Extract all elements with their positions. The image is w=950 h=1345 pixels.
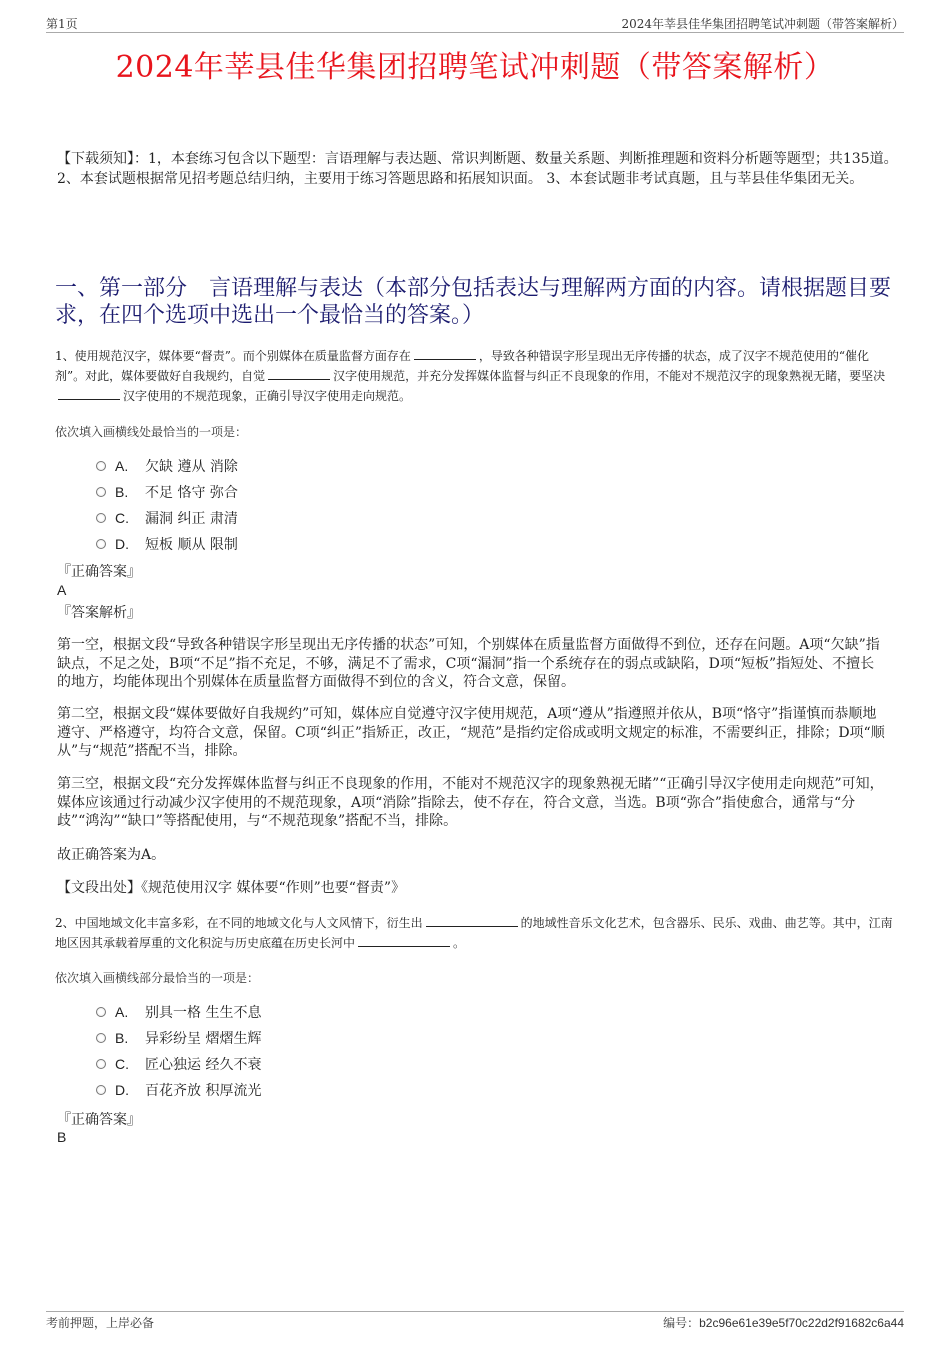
radio-icon[interactable] bbox=[96, 539, 106, 549]
analysis-label: 『答案解析』 bbox=[57, 605, 141, 621]
option-b[interactable] bbox=[96, 482, 238, 502]
page-number: 第1页 bbox=[46, 17, 78, 31]
analysis-conclusion: 故正确答案为A。 bbox=[57, 847, 166, 863]
option-letter: D. bbox=[115, 1082, 129, 1098]
option-letter: A. bbox=[115, 458, 129, 474]
option-letter: A. bbox=[115, 1004, 129, 1020]
source-citation: 【文段出处】《规范使用汉字 媒体要“作则”也要“督责”》 bbox=[57, 880, 406, 896]
analysis-paragraph: 第一空，根据文段“导致各种错误字形呈现出无序传播的状态”可知，个别媒体在质量监督方面做得不到位，还存在问题。A项“欠缺”指缺点，不足之处，B项“不足”指不充足，不够，满足不了需求，C项“漏洞”指一个系统存在的弱点或缺陷，D项“短板”指短处、不擅长的地方，均能体现出个别媒体在质量监督方面做得不到位的含义，符合文意，保留。 bbox=[57, 637, 880, 690]
option-letter: C. bbox=[115, 510, 129, 526]
option-d[interactable] bbox=[96, 1080, 261, 1100]
correct-answer: B bbox=[57, 1129, 67, 1145]
blank bbox=[58, 387, 120, 400]
download-notice: 【下载须知】：1，本套练习包含以下题型：言语理解与表达题、常识判断题、数量关系题、判断推理题和资料分析题等题型；共135道。2、本套试题根据常见招考题总结归纳，主要用于练习答题思路和拓展知识面。 3、本套试题非考试真题，且与莘县佳华集团无关。 bbox=[57, 151, 898, 187]
option-text: 别具一格 生生不息 bbox=[145, 1005, 262, 1021]
option-b[interactable] bbox=[96, 1028, 261, 1048]
correct-answer-label: 『正确答案』 bbox=[57, 1112, 141, 1128]
q-text: 汉字使用的不规范现象，正确引导汉字使用走向规范。 bbox=[123, 389, 412, 403]
question-1-prompt: 依次填入画横线处最恰当的一项是： bbox=[55, 425, 248, 439]
page-title: 2024年莘县佳华集团招聘笔试冲刺题（带答案解析） bbox=[115, 50, 835, 85]
q-text: 2、中国地域文化丰富多彩，在不同的地域文化与人文风情下，衍生出 bbox=[55, 916, 423, 930]
option-letter: B. bbox=[115, 484, 129, 500]
header-divider bbox=[46, 32, 904, 33]
radio-icon[interactable] bbox=[96, 1085, 106, 1095]
q-text: 汉字使用规范，并充分发挥媒体监督与纠正不良现象的作用，不能对不规范汉字的现象熟视无睹，要坚决 bbox=[333, 369, 886, 383]
radio-icon[interactable] bbox=[96, 461, 106, 471]
option-text: 漏洞 纠正 肃清 bbox=[145, 511, 238, 527]
option-a[interactable] bbox=[96, 456, 238, 476]
question-1-text bbox=[55, 346, 895, 406]
radio-icon[interactable] bbox=[96, 1007, 106, 1017]
option-c[interactable] bbox=[96, 1054, 261, 1074]
option-d[interactable] bbox=[96, 534, 238, 554]
footer-code bbox=[663, 1314, 904, 1331]
blank bbox=[414, 347, 476, 360]
radio-icon[interactable] bbox=[96, 1033, 106, 1043]
option-text: 不足 恪守 弥合 bbox=[145, 485, 238, 501]
option-c[interactable] bbox=[96, 508, 238, 528]
radio-icon[interactable] bbox=[96, 513, 106, 523]
option-text: 短板 顺从 限制 bbox=[145, 537, 238, 553]
q-text: 。 bbox=[453, 936, 466, 950]
footer-slogan: 考前押题，上岸必备 bbox=[46, 1316, 155, 1330]
analysis-paragraph: 第三空，根据文段“充分发挥媒体监督与纠正不良现象的作用，不能对不规范汉字的现象熟视无睹”“正确引导汉字使用走向规范”可知，媒体应该通过行动减少汉字使用的不规范现象，A项“消除”指除去，使不存在，符合文意，当选。B项“弥合”指使愈合，通常与“分歧”“鸿沟”“缺口”等搭配使用，与“不规范现象”搭配不当，排除。 bbox=[57, 776, 884, 829]
option-a[interactable] bbox=[96, 1002, 261, 1022]
q-text: 1、使用规范汉字，媒体要“督责”。而个别媒体在质量监督方面存在 bbox=[55, 349, 411, 363]
option-letter: C. bbox=[115, 1056, 129, 1072]
code-value: b2c96e61e39e5f70c22d2f91682c6a44 bbox=[699, 1316, 904, 1330]
q-text: ，导致各种错误字形呈现出无序传播的状态，成了汉字不规范使用的“催化剂”。对此，媒体要做好自我规约，自觉 bbox=[55, 349, 870, 383]
radio-icon[interactable] bbox=[96, 487, 106, 497]
blank bbox=[358, 934, 450, 947]
option-letter: B. bbox=[115, 1030, 129, 1046]
correct-answer: A bbox=[57, 582, 67, 598]
option-text: 欠缺 遵从 消除 bbox=[145, 459, 238, 475]
question-2-prompt: 依次填入画横线部分最恰当的一项是： bbox=[55, 971, 260, 985]
code-label: 编号： bbox=[663, 1316, 700, 1330]
correct-answer-label: 『正确答案』 bbox=[57, 564, 141, 580]
footer-divider bbox=[46, 1311, 904, 1312]
option-text: 百花齐放 积厚流光 bbox=[145, 1083, 262, 1099]
blank bbox=[426, 914, 518, 927]
blank bbox=[268, 367, 330, 380]
q-text: 的地域性音乐文化艺术，包含器乐、民乐、戏曲、曲艺等。其中，江南地区因其承载着厚重的文化积淀与历史底蕴在历史长河中 bbox=[55, 916, 893, 950]
option-text: 匠心独运 经久不衰 bbox=[145, 1057, 262, 1073]
option-letter: D. bbox=[115, 536, 129, 552]
section-heading: 一、第一部分 言语理解与表达（本部分包括表达与理解两方面的内容。请根据题目要求，在四个选项中选出一个最恰当的答案。） bbox=[55, 276, 892, 328]
radio-icon[interactable] bbox=[96, 1059, 106, 1069]
header-doc-title: 2024年莘县佳华集团招聘笔试冲刺题（带答案解析） bbox=[621, 17, 904, 31]
question-2-text bbox=[55, 913, 895, 953]
option-text: 异彩纷呈 熠熠生辉 bbox=[145, 1031, 262, 1047]
analysis-paragraph: 第二空，根据文段“媒体要做好自我规约”可知，媒体应自觉遵守汉字使用规范，A项“遵从”指遵照并依从，B项“恪守”指谨慎而恭顺地遵守、严格遵守，均符合文意，保留。C项“纠正”指矫正，改正，“规范”是指约定俗成或明文规定的标准，不需要纠正，排除；D项“顺从”与“规范”搭配不当，排除。 bbox=[57, 706, 885, 759]
